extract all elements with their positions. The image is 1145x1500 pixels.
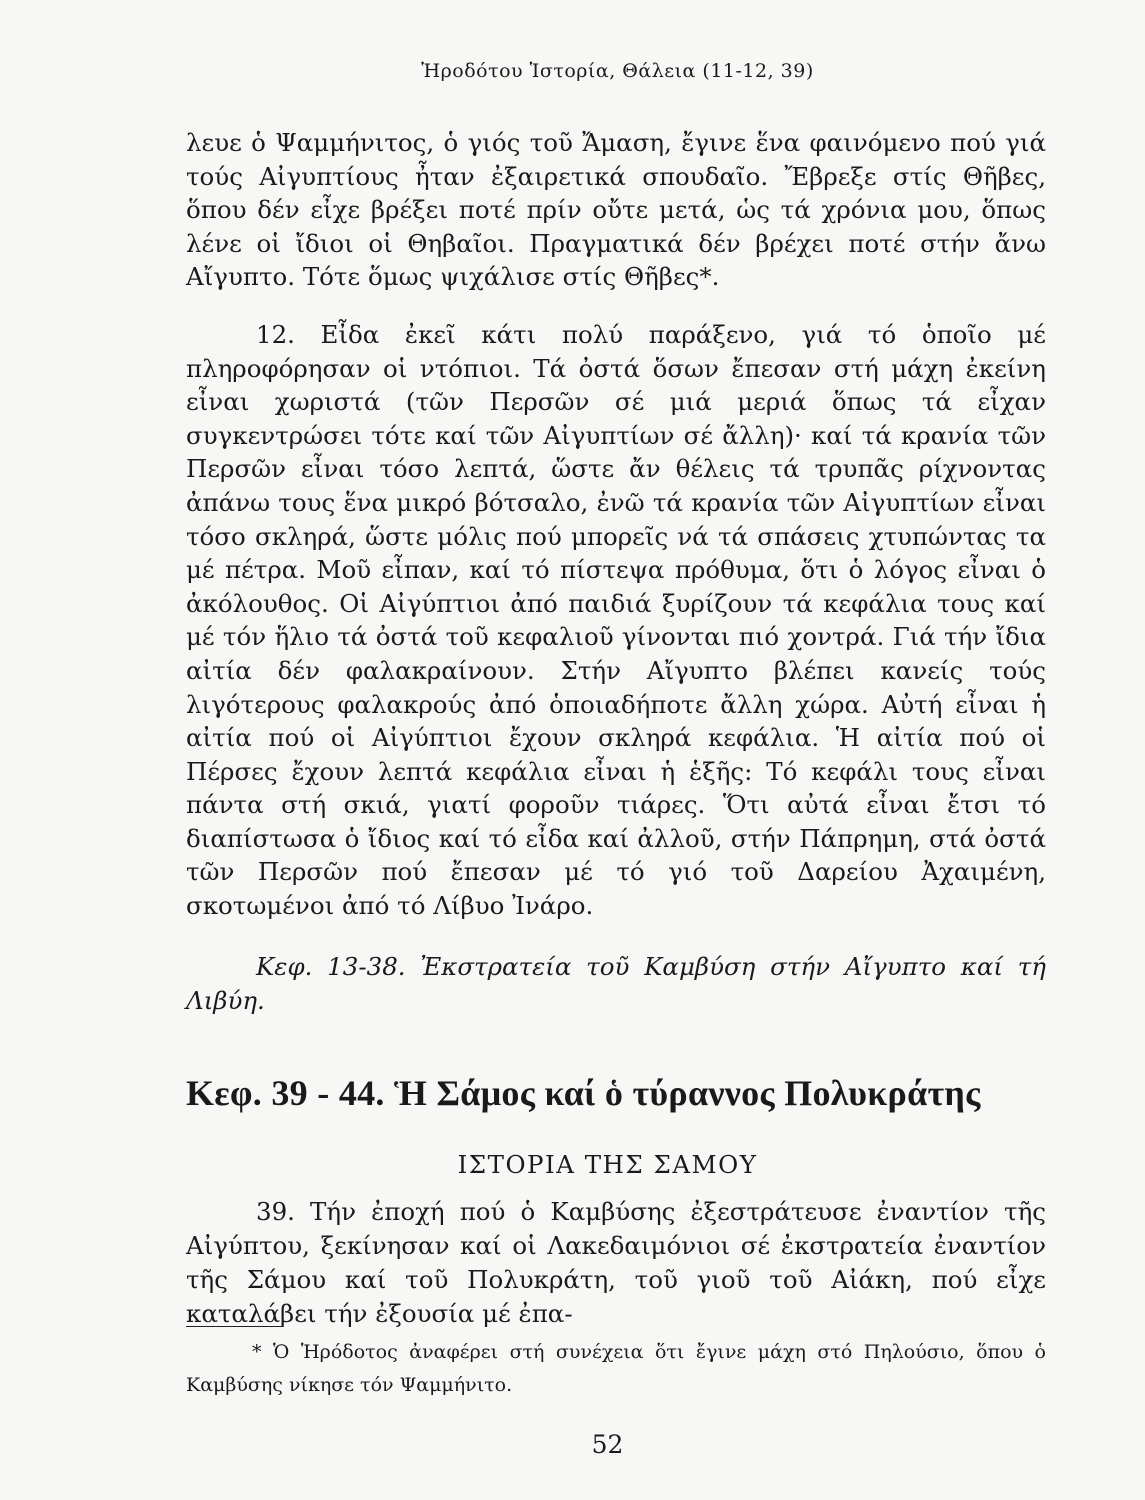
paragraph-12: 12. Εἶδα ἐκεῖ κάτι πολύ παράξενο, γιά τό ὁποῖο μέ πληροφόρησαν οἱ ντόπιοι. Τά ὀστά ὅσων ἔπεσαν στή μάχη ἐκείνη εἶναι χωριστά (τῶν Περσῶν σέ μιά μεριά ὅπως τά εἶχαν συγκεντρώσει τότε καί τῶν Αἰγυπτίων σέ ἄλλη)· καί τά κρανία τῶν Περσῶν εἶναι τόσο λεπτά, ὥστε ἄν θέλεις τά τρυπᾶς ρίχνοντας ἀπάνω τους ἕνα μικρό βότσαλο, ἐνῶ τά κρανία τῶν Αἰγυπτίων εἶναι τόσο σκληρά, ὥστε μόλις πού μπορεῖς νά τά σπάσεις χτυπώντας τα μέ πέτρα. Μοῦ εἶπαν, καί τό πίστεψα πρόθυμα, ὅτι ὁ λόγος εἶναι ὁ ἀκόλουθος. Οἱ Αἰγύπτιοι ἀπό παιδιά ξυρίζουν τά κεφάλια τους καί μέ τόν ἥλιο τά ὀστά τοῦ κεφαλιοῦ γίνονται πιό χοντρά. Γιά τήν ἴδια αἰτία δέν φαλακραίνουν. Στήν Αἴγυπτο βλέπει κανείς τούς λιγότερους φαλακρούς ἀπό ὁποιαδήποτε ἄλλη χώρα. Αὐτή εἶναι ἡ αἰτία πού οἱ Αἰγύπτιοι ἔχουν σκληρά κεφάλια. Ἡ αἰτία πού οἱ Πέρσες ἔχουν λεπτά κεφάλια εἶναι ἡ ἑξῆς: Τό κεφάλι τους εἶναι πάντα στή σκιά, γιατί φοροῦν τιάρες. Ὅτι αὐτά εἶναι ἔτσι τό διαπίστωσα ὁ ἴδιος καί τό εἶδα καί ἀλλοῦ, στήν Πάπρημη, στά ὀστά τῶν Περσῶν πού ἔπεσαν μέ τό γιό τοῦ Δαρείου Ἀχαιμένη, σκοτωμένοι ἀπό τό Λίβυο Ἰνάρο. bbox=[186, 319, 1046, 921]
paragraph-39: 39. Τήν ἐποχή πού ὁ Καμβύσης ἐξεστράτευσε ἐναντίον τῆς Αἰγύπτου, ξεκίνησαν καί οἱ Λακεδαιμόνιοι σέ ἐκστρατεία ἐναντίον τῆς Σάμου καί τοῦ Πολυκράτη, τοῦ γιοῦ τοῦ Αἰάκη, πού εἶχε καταλάβει τήν ἐξουσία μέ ἐπα- bbox=[186, 1197, 1046, 1328]
subheading: ΙΣΤΟΡΙΑ ΤΗΣ ΣΑΜΟΥ bbox=[457, 1150, 758, 1179]
main-text bbox=[186, 126, 1046, 923]
chapter-reference: Κεφ. 13-38. Ἐκστρατεία τοῦ Καμβύση στήν Αἴγυπτο καί τή Λιβύη. bbox=[186, 952, 1046, 1015]
page-number: 52 bbox=[591, 1430, 624, 1459]
footnote: * Ὁ Ἡρόδοτος ἀναφέρει στή συνέχεια ὅτι ἔγινε μάχη στό Πηλούσιο, ὅπου ὁ Καμβύσης νίκησε τόν Ψαμμήνιτο. bbox=[186, 1341, 1046, 1396]
paragraph-continuation: λευε ὁ Ψαμμήνιτος, ὁ γιός τοῦ Ἄμαση, ἔγινε ἕνα φαινόμενο πού γιά τούς Αἰγυπτίους ἦταν ἐξαιρετικά σπουδαῖο. Ἔβρεξε στίς Θῆβες, ὅπου δέν εἶχε βρέξει ποτέ πρίν οὔτε μετά, ὡς τά χρόνια μου, ὅπως λένε οἱ ἴδιοι οἱ Θηβαῖοι. Πραγματικά δέν βρέχει ποτέ στήν ἄνω Αἴγυπτο. Τότε ὅμως ψιχάλισε στίς Θῆβες*. bbox=[186, 128, 1046, 292]
running-header: Ἡροδότου Ἱστορία, Θάλεια (11-12, 39) bbox=[421, 60, 814, 82]
footnote-rule bbox=[186, 1326, 282, 1327]
section-heading: Κεφ. 39 - 44. Ἡ Σάμος καί ὁ τύραννος Πολυκράτης bbox=[186, 1073, 981, 1113]
